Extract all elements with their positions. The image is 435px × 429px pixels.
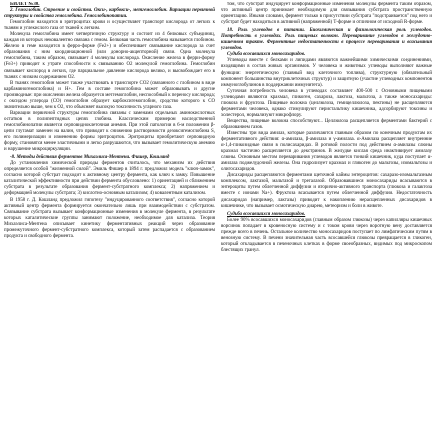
paragraph: В тканях гемоглобин может также участвовать в транспорте СО2 (связанного с глобином в виде карбаминогемоглобина) и Н+. Гем в составе гемоглобина может образовывать и другие производные: при окислении железа образуется метгемоглобин, неспособный к переносу кислорода; с оксидом углерода (СО) гемоглобин образует карбоксигемоглобин, сродство которого к СО значительно выше, чем к О2, что объясняет высокую токсичность угарного газа. xyxy=(4,80,215,110)
paragraph: В 1958 г. Д. Кошланд предложил гипотезу "индуцированного соответствия", согласно которой активный центр фермента формируется окончательно лишь при взаимодействии с субстратом. Связывание субстрата вызывает конформационные изменения в молекуле фермента, в результате которых каталитические группы занимают положение, необходимое для катализа. Теория Михаэлиса-Ментена описывает кинетику ферментативных реакций через образование промежуточного фермент-субстратного комплекса, который затем распадается с образованием продукта и свободного фермента. xyxy=(4,197,215,239)
paragraph: Дисахариды расщепляются ферментами щеточной каймы энтероцитов: сахаразо-изомальтазным комплексом, лактазой, мальтазой и трегалазой. Образовавшиеся моносахариды всасываются в энтероциты путем облегченной диффузии и вторично-активного транспорта (глюкоза и галактоза вместе с ионами Na+). Фруктоза всасывается путем облегченной диффузии. Недостаточность дисахаридаз (например, лактазы) приводит к накоплению нерасщепленных дисахаридов в кишечнике, что вызывает осмотическую диарею, метеоризм и боли в животе. xyxy=(221,173,432,209)
left-column xyxy=(4,2,215,427)
paragraph: Гемоглобин находится в эритроцитах крови и осуществляет транспорт кислорода от легких к тканям и углекислого газа от тканей к легким. xyxy=(4,20,215,32)
ticket-number: БИЛЕТ №30. xyxy=(10,2,40,7)
paragraph: Более 90% всосавшихся моносахаридов (главным образом глюкозы) через капилляры кишечных ворсинок попадает в кровеносную систему и с током крови через воротную вену доставляется прежде всего в печень. Остальное количество моносахаридов поступает по лимфатическим путям в венозную систему. В печени значительная часть всосавшейся глюкозы превращается в гликоген, который откладывается в печеночных клетках в форме своеобразных, видимых под микроскопом блестящих гранул. xyxy=(221,217,432,253)
section-heading: 2. Гемоглобин. Строение и свойства. Окси-, карбокси-, метгемоглобин. Вариации первичной структуры и свойства гемоглобина. Гемоглобинопатии. xyxy=(4,8,215,20)
paragraph: Молекула гемоглобина имеет четвертичную структуру и состоит из 4 белковых субъединиц, каждая из которых нековалентно связана с гемом. Белковая часть гемоглобина называется глобином. Железо в геме находится в ферро-форме (Fe2+) и обеспечивает связывание кислорода за счет образования с ним координационной (или донорно-акцепторной) связи. Одна молекула гемоглобина, таким образом, связывает 4 молекулы кислорода. Окисление железа в ферри-форму (Fe3+) приводит к утрате способности к связыванию О2 молекулой гемоглобина. Гемоглобин связывает кислород в легких, где парциальное давление кислорода велико, и высвобождает его в тканях с низким содержанием О2. xyxy=(4,32,215,80)
paragraph: Суточная потребность человека в углеводах составляет 400-500 г. Основными пищевыми углеводами являются крахмал, гликоген, сахароза, лактоза, мальтоза, а также моносахариды: глюкоза и фруктоза. Пищевые волокна (целлюлоза, гемицеллюлоза, пектины) не расщепляются ферментами человека, однако стимулируют перистальтику кишечника, адсорбируют токсины и холестерол, нормализуют микрофлору. xyxy=(221,88,432,118)
section-heading: -8. Методы действия ферментов Михаэлиса-Ментена. Фишер, Кошланд xyxy=(10,155,170,161)
paragraph: том, что субстрат индуцирует конформационные изменения молекулы фермента таким образом, что активный центр принимает необходимую для связывания субстрата пространственную ориентацию. Иными словами, фермент только в присутствии субстрата "подстраивается" под него и субстрат будет находиться в активной (напряженной) Т-форме и отличном от исходной R-форме. xyxy=(221,2,432,26)
paragraph: Известны три вида амилаз, которые различаются главным образом по конечным продуктам их ферментативного действия: α-амилаза, β-амилаза и γ-амилаза. α-Амилаза расщепляет внутренние α-1,4-гликозидные связи в полисахаридах. В ротовой полости под действием α-амилазы слюны крахмал частично расщепляется до декстринов. В желудке кислая среда инактивирует амилазу слюны. Основным местом переваривания углеводов является тонкий кишечник, куда поступает α-амилаза поджелудочной железы. Она гидролизует крахмал и гликоген до мальтозы, изомальтозы и олигосахаридов. xyxy=(221,130,432,173)
section-heading: 18. Роль углеводов в питании. Биохимическая и физиологическая роль углеводов. Потребность в углеводах. Роль пищевых волокон. Переваривание углеводов в желудочно-кишечном тракте. Ферментные недостаточности в процессе переваривания и всасывания углеводов. xyxy=(221,28,432,52)
subheading: Судьба всосавшихся моносахаридов. xyxy=(227,52,306,58)
paragraph: До установления химической природы ферментов считалось, что механизм их действия определяется особой "жизненной силой". Эмиль Фишер в 1894 г. предложил модель "ключ-замок", согласно которой субстрат подходит к активному центру фермента, как ключ к замку. Повышение каталитической эффективности при действии фермента обусловлено: 1) ориентацией и сближением субстрата в результате образования фермент-субстратного комплекса; 2) напряжением и деформацией молекулы субстрата; 3) кислотно-основным катализом; 4) ковалентным катализом. xyxy=(4,161,215,197)
paragraph: Вариации первичной структуры гемоглобина связаны с заменами отдельных аминокислотных остатков в полипептидных цепях глобина. Классическим примером наследственной гемоглобинопатии является серповидноклеточная анемия. При этой патологии в 6-м положении β-цепи глутамат заменен на валин, что приводит к снижению растворимости дезоксигемоглобина S, его полимеризации и изменению формы эритроцитов. Эритроциты приобретают серповидную форму, становятся менее эластичными и легко разрушаются, что вызывает гемолитическую анемию и нарушение микроциркуляции. xyxy=(4,110,215,153)
right-column xyxy=(221,2,432,427)
subheading: Судьба всосавшихся моносахаридов. xyxy=(227,211,306,217)
paragraph: Вещества, пищевые волокна способствуют... Целлюлоза расщепляется ферментами бактерий с образованием газов. xyxy=(221,118,432,130)
paragraph: Углеводы вместе с белками и липидами являются важнейшими химическими соединениями, входящими в состав живых организмов. У человека и животных углеводы выполняют важные функции: энергетическую (главный вид клеточного топлива), структурную (обязательный компонент большинства внутриклеточных структур) и защитную (участие углеводных компонентов иммуноглобулинов в поддержании иммунитета). xyxy=(221,58,432,88)
